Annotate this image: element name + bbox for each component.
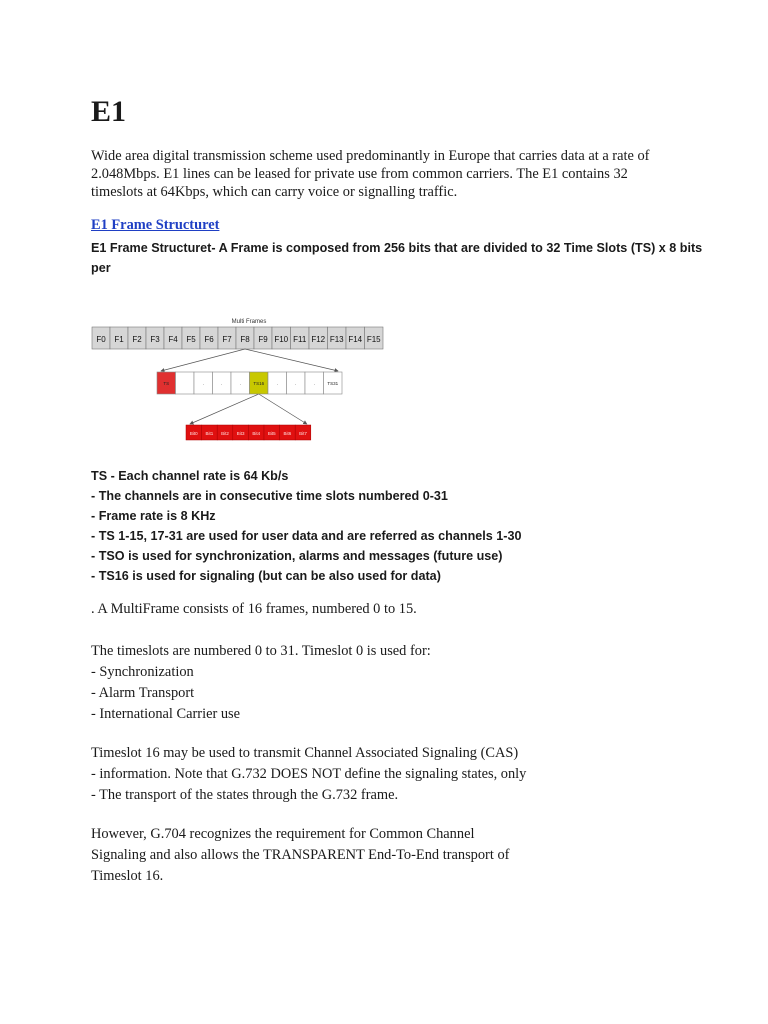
frame-definition	[91, 238, 703, 278]
bullet-item	[91, 506, 521, 526]
paragraph-line: - Alarm Transport	[91, 685, 195, 701]
paragraph-line: - International Carrier use	[91, 706, 241, 722]
ts-bullet-list	[91, 466, 521, 586]
timeslots-row	[157, 372, 342, 394]
frames-row	[92, 327, 383, 349]
bit-label: Bit6	[283, 431, 292, 436]
definition-line: E1 Frame Structuret- A Frame is composed from 256 bits that are divided to 32 Time Slots (TS) x 8 bits	[91, 241, 703, 255]
frame-structure-link[interactable]: E1 Frame Structuret	[91, 217, 220, 233]
frame-label: F15	[366, 335, 381, 344]
bullet-text: - The channels are in consecutive time slots numbered 0-31	[91, 489, 448, 503]
bit-label: Bit1	[205, 431, 214, 436]
timeslot-label: .	[313, 381, 315, 386]
paragraph-line: Timeslot 16.	[91, 868, 164, 884]
diagram-arrow	[161, 349, 245, 371]
frame-label: F8	[240, 335, 250, 344]
bullet-bold: TS	[91, 469, 108, 483]
frame-label: F3	[150, 335, 160, 344]
paragraph-line: . A MultiFrame consists of 16 frames, numbered 0 to 15.	[91, 601, 417, 617]
timeslot-label: .	[295, 381, 297, 386]
intro-line: Wide area digital transmission scheme used predominantly in Europe that carries data at a rate of	[91, 148, 650, 164]
intro-line: 2.048Mbps. E1 lines can be leased for private use from common carriers. The E1 contains 32	[91, 166, 628, 182]
bullet-item	[91, 486, 521, 506]
frame-label: F4	[168, 335, 178, 344]
frame-label: F12	[311, 335, 326, 344]
timeslot-label: .	[221, 381, 223, 386]
frame-label: F0	[96, 335, 106, 344]
diagram-arrow	[190, 394, 259, 424]
ccs-paragraph	[91, 824, 509, 887]
bullet-text: - Each channel rate is 64 Kb/s	[107, 469, 289, 483]
multiframe-paragraph	[91, 599, 417, 620]
frame-label: F10	[274, 335, 289, 344]
timeslot0-paragraph	[91, 641, 431, 725]
bullet-item	[91, 566, 521, 586]
e1-frame-diagram	[88, 305, 398, 450]
frame-label: F14	[348, 335, 363, 344]
bit-label: Bit4	[252, 431, 261, 436]
paragraph-line: Signaling and also allows the TRANSPARENT End-To-End transport of	[91, 847, 510, 863]
frame-label: F6	[204, 335, 214, 344]
bullet-item	[91, 546, 521, 566]
frame-label: F2	[132, 335, 142, 344]
timeslot-label: TS16	[253, 381, 265, 386]
diagram-arrow	[259, 394, 307, 424]
bullet-text: - TS 1-15, 17-31 are used for user data and are referred as channels 1-30	[91, 529, 522, 543]
paragraph-line: - The transport of the states through the G.732 frame.	[91, 787, 399, 803]
paragraph-line: Timeslot 16 may be used to transmit Channel Associated Signaling (CAS)	[91, 745, 519, 761]
bit-label: Bit3	[236, 431, 245, 436]
intro-paragraph	[91, 147, 691, 201]
paragraph-line: The timeslots are numbered 0 to 31. Timeslot 0 is used for:	[91, 643, 431, 659]
timeslot-label: .	[276, 381, 278, 386]
bullet-text: - TS16 is used for signaling (but can be also used for data)	[91, 569, 441, 583]
bullet-item	[91, 526, 521, 546]
bits-row	[186, 425, 311, 440]
timeslot-label: .	[239, 381, 241, 386]
frame-label: F5	[186, 335, 196, 344]
timeslot-label: TS	[163, 381, 170, 386]
bullet-text: - TSO is used for synchronization, alarms and messages (future use)	[91, 549, 503, 563]
timeslot16-paragraph	[91, 743, 526, 806]
diagram-caption: Multi Frames	[231, 319, 267, 325]
bit-label: Bit7	[299, 431, 307, 436]
frame-label: F9	[258, 335, 268, 344]
paragraph-line: - information. Note that G.732 DOES NOT define the signaling states, only	[91, 766, 527, 782]
frame-label: F11	[293, 335, 307, 344]
intro-line: timeslots at 64Kbps, which can carry voice or signalling traffic.	[91, 184, 458, 200]
frame-label: F7	[222, 335, 232, 344]
paragraph-line: - Synchronization	[91, 664, 194, 680]
frame-label: F1	[114, 335, 124, 344]
bullet-text: - Frame rate is 8 KHz	[91, 509, 216, 523]
bit-label: Bit2	[221, 431, 229, 436]
bullet-item	[91, 466, 521, 486]
diagram-arrow	[245, 349, 338, 371]
timeslot-label: .	[202, 381, 204, 386]
frame-label: F13	[329, 335, 344, 344]
paragraph-line: However, G.704 recognizes the requirement for Common Channel	[91, 826, 475, 842]
timeslot-label: TS31	[327, 381, 339, 386]
page-title: E1	[91, 95, 127, 128]
bit-label: Bit5	[267, 431, 276, 436]
bit-label: Bit0	[189, 431, 198, 436]
timeslot-cell	[176, 372, 195, 394]
definition-line: per	[91, 261, 111, 275]
